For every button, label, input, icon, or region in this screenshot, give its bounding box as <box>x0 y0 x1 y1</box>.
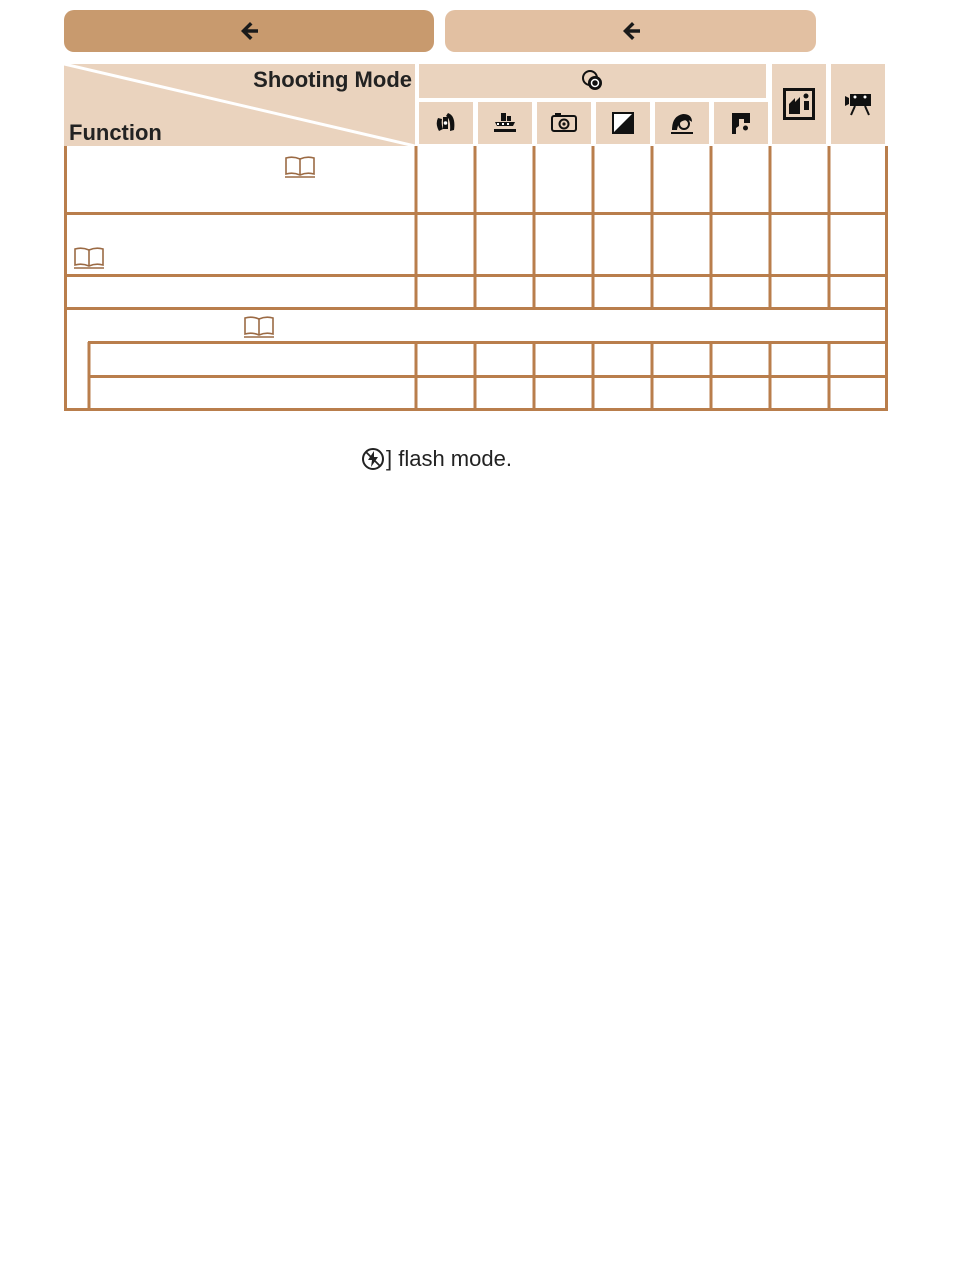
flash-off-icon <box>361 447 386 471</box>
book-reference-icon[interactable] <box>73 246 105 275</box>
function-label: Function <box>69 120 162 145</box>
footnote-text: ] flash mode. <box>386 446 512 471</box>
function-table-grid <box>0 0 954 420</box>
shooting-mode-label: Shooting Mode <box>253 67 412 92</box>
footnote <box>361 446 512 472</box>
book-reference-icon[interactable] <box>284 155 316 184</box>
book-reference-icon[interactable] <box>243 315 275 344</box>
